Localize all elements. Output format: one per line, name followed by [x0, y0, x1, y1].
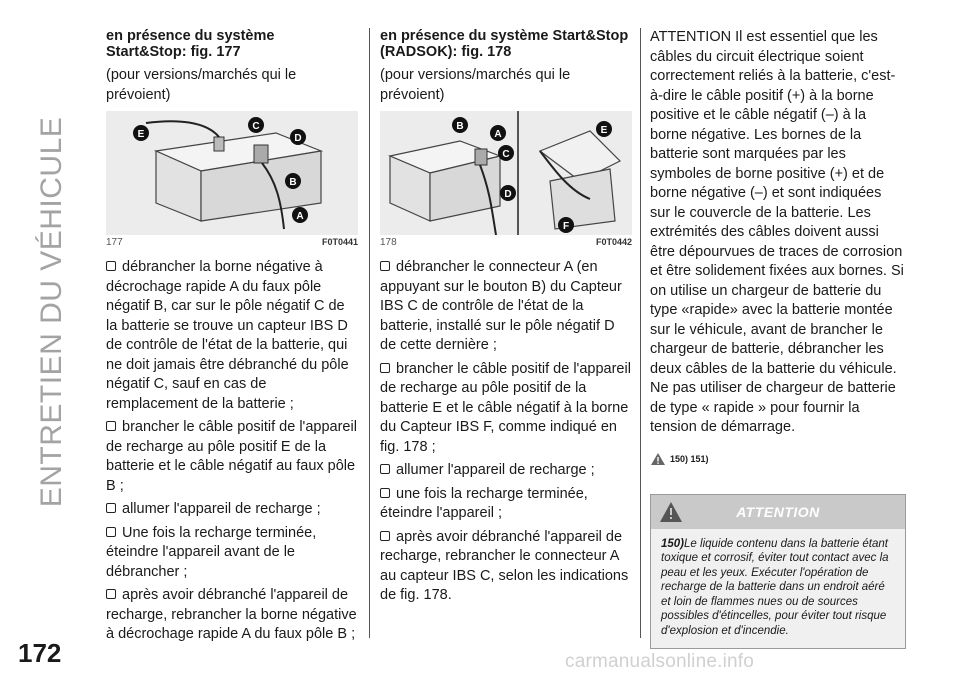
column-divider: [640, 28, 641, 638]
checkbox-icon: [106, 421, 116, 431]
column-3: [650, 28, 904, 649]
checkbox-icon: [106, 261, 116, 271]
callout-a: A: [296, 211, 304, 222]
column-2: [380, 28, 632, 606]
figure-number: 177: [106, 237, 123, 248]
checkbox-icon: [380, 488, 390, 498]
callout-c: C: [502, 149, 510, 160]
checkbox-icon: [106, 527, 116, 537]
warning-references: 150) 151): [650, 452, 904, 466]
list-item: allumer l'appareil de recharge ;: [380, 461, 632, 481]
list-item: après avoir débranché l'appareil de recharge, rebrancher le connecteur A au capteur IBS C, selon les indications de fig. 178.: [380, 528, 629, 603]
callout-c: C: [252, 121, 260, 132]
figure-177: [106, 111, 358, 235]
list-item: après avoir débranché l'appareil de recharge, rebrancher la borne négative à décrochage rapide A du faux pôle B ;: [106, 587, 357, 642]
section-note: (pour versions/marchés qui le prévoient): [106, 67, 297, 103]
list-item: Une fois la recharge terminée, éteindre l'appareil avant de le débrancher ;: [106, 524, 317, 580]
list-item: brancher le câble positif de l'appareil de recharge au pôle positif de la batterie E et le câble négatif à la borne du Capteur IBS F, comme indiqué en fig. 178 ;: [380, 360, 631, 455]
checkbox-icon: [380, 464, 390, 474]
callout-e: E: [137, 129, 145, 140]
watermark: carmanualsonline.info: [565, 651, 755, 672]
attention-box: [650, 494, 906, 650]
warning-triangle-icon: [659, 501, 683, 523]
callout-b: B: [289, 177, 297, 188]
warning-triangle-icon: [650, 452, 666, 466]
callout-a: A: [494, 129, 502, 140]
section-heading: en présence du système Start&Stop (RADSOK): fig. 178: [380, 28, 629, 60]
list-item: débrancher la borne négative à décrochage rapide A du faux pôle négatif B, car sur le pôle négatif C de la batterie se trouve un capteur IBS D de contrôle de l'état de la batterie, qui ne doit jamais être débranché du pôle négatif C, sauf en cas de remplacement de la batterie ;: [106, 259, 349, 412]
page-number: 172: [18, 638, 62, 668]
list-item: brancher le câble positif de l'appareil de recharge au pôle positif E de la batterie et le câble négatif au faux pôle B ;: [106, 419, 357, 494]
battery-radsok-illustration: [380, 111, 632, 235]
list-item: allumer l'appareil de recharge ;: [106, 500, 358, 520]
attention-title: ATTENTION: [736, 503, 820, 520]
battery-illustration: [106, 111, 358, 235]
callout-d: D: [504, 189, 512, 200]
callout-e: E: [600, 125, 608, 136]
figure-code: F0T0441: [321, 237, 358, 247]
callout-b: B: [456, 121, 464, 132]
column-1: [106, 28, 358, 645]
callout-d: D: [294, 133, 302, 144]
callout-f: F: [562, 221, 570, 232]
checkbox-icon: [380, 261, 390, 271]
column-divider: [369, 28, 370, 638]
section-note: (pour versions/marchés qui le prévoient): [380, 67, 571, 103]
warning-paragraph: ATTENTION Il est essentiel que les câbles du circuit électrique soient correctement reliés à la batterie, c'est-à-dire le câble positif (+) à la borne positive et le câble négatif (–) à la borne négative. Les bornes de la batterie sont marquées par les symboles de borne positive (+) et de borne négative (–) et sont indiquées sur le couvercle de la batterie. Les extrémités des câbles doivent aussi être dépourvues de traces de corrosion et être solidement fixées aux bornes. Si on utilise un chargeur de batterie du type «rapide» avec la batterie montée sur le véhicule, avant de brancher le chargeur de batterie, débrancher les deux câbles de la batterie du véhicule. Ne pas utiliser de chargeur de batterie de type « rapide » pour fournir la tension de démarrage.: [650, 29, 904, 435]
list-item: débrancher le connecteur A (en appuyant sur le bouton B) du Capteur IBS C de contrôle de l'état de la batterie, installé sur le pôle négatif D de cette dernière ;: [380, 259, 622, 353]
figure-178: [380, 111, 632, 235]
section-side-title: ENTRETIEN DU VÉHICULE: [35, 116, 68, 508]
figure-caption: [380, 237, 632, 248]
checkbox-icon: [106, 589, 116, 599]
section-heading: en présence du système Start&Stop: fig. 177: [106, 28, 275, 60]
attention-text: 150)Le liquide contenu dans la batterie étant toxique et corrosif, éviter tout contact avec la peau et les yeux. Exécuter l'opération de recharge de la batterie dans un endroit aéré et loin de flammes nues ou de sources possibles d'étincelles, pour éviter tout risque d'explosion et d'incendie.: [661, 537, 889, 637]
figure-number: 178: [380, 237, 397, 248]
checkbox-icon: [106, 503, 116, 513]
list-item: une fois la recharge terminée, éteindre l'appareil ;: [380, 485, 588, 521]
attention-header: [651, 495, 905, 529]
checkbox-icon: [380, 531, 390, 541]
figure-caption: [106, 237, 358, 248]
checkbox-icon: [380, 363, 390, 373]
figure-code: F0T0442: [595, 237, 632, 247]
